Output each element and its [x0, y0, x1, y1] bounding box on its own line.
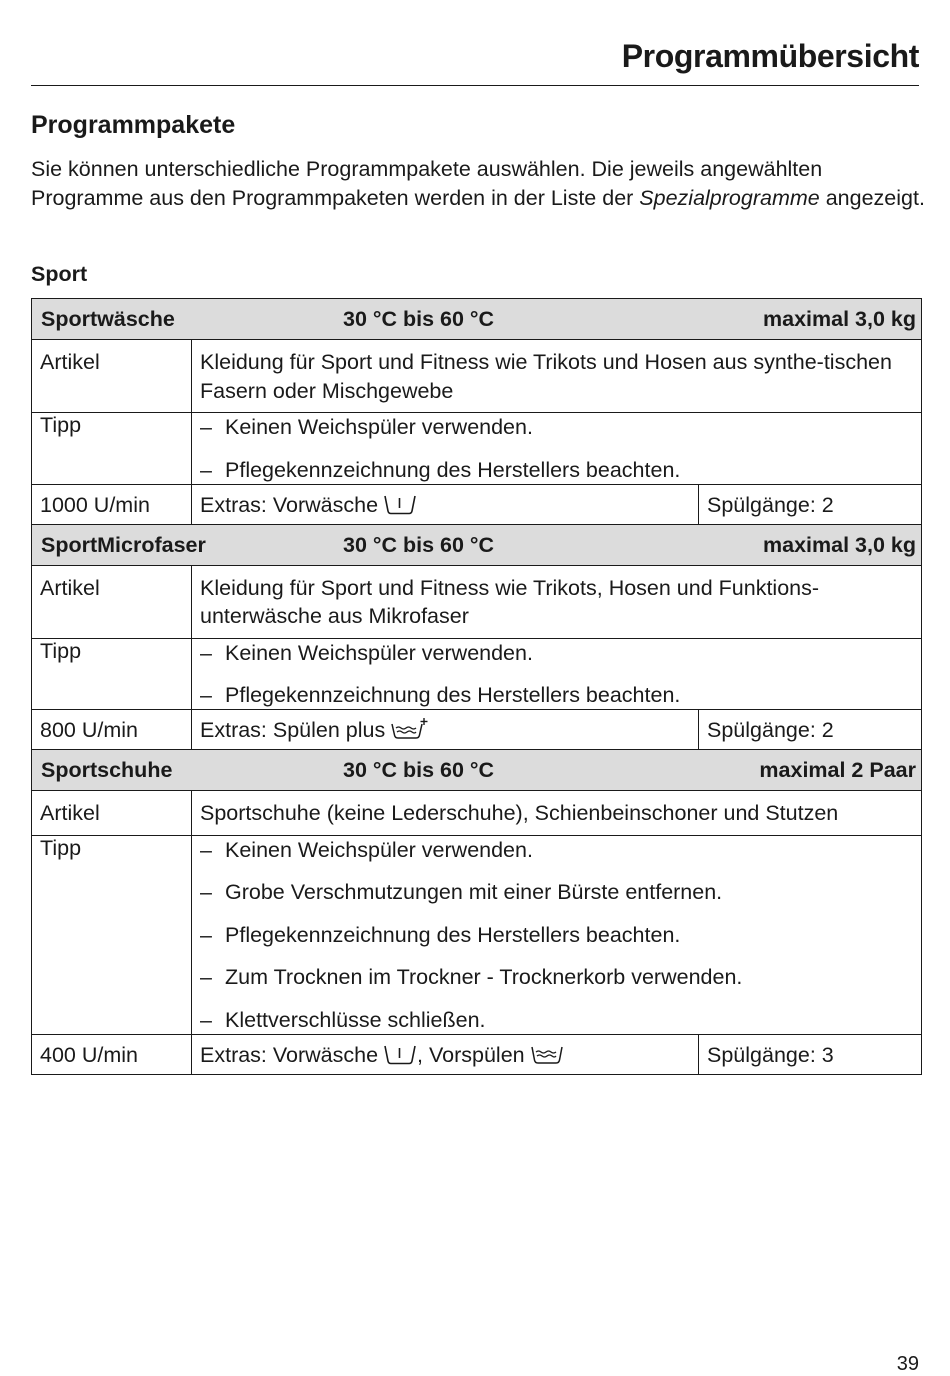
- tip-text: Keinen Weichspüler verwenden.: [225, 640, 533, 665]
- tip-item: [200, 878, 913, 906]
- subsection-title: Sport: [31, 262, 88, 286]
- extras-separator: ,: [417, 1042, 429, 1067]
- article-row: [32, 565, 922, 638]
- dash: –: [200, 640, 212, 665]
- tip-item: [200, 963, 913, 991]
- tip-row: [32, 413, 922, 485]
- article-row: [32, 340, 922, 413]
- tip-label: Tipp: [32, 835, 192, 1034]
- tip-text: Pflegekennzeichnung des Herstellers beachten.: [225, 922, 681, 947]
- intro-text-start: Sie können unterschiedliche Programmpakete auswählen. Die jeweils angewählten Programme aus den Programmpaketen werden in der Liste der: [31, 157, 823, 210]
- dash: –: [200, 415, 212, 439]
- tip-row: [32, 638, 922, 710]
- dash: –: [200, 880, 212, 904]
- program-header-cell: [32, 750, 922, 791]
- tip-text: Grobe Verschmutzungen mit einer Bürste entfernen.: [225, 880, 723, 904]
- page-header: [31, 36, 919, 86]
- article-text: Kleidung für Sport und Fitness wie Trikots, Hosen und Funktions-unterwäsche aus Mikrofaser: [192, 565, 922, 638]
- prewash-icon: [383, 495, 417, 521]
- tip-item: [200, 921, 913, 949]
- tip-list: [192, 413, 922, 485]
- spin-extras-row: [32, 484, 922, 524]
- tip-text: Keinen Weichspüler verwenden.: [225, 415, 533, 439]
- dash: –: [200, 965, 212, 989]
- tip-label: Tipp: [32, 638, 192, 710]
- program-name: Sportwäsche: [41, 307, 175, 331]
- program-table: [31, 298, 922, 1075]
- program-header-row: [32, 524, 922, 565]
- tip-list: [192, 638, 922, 710]
- spin-speed: 1000 U/min: [32, 484, 192, 524]
- pre-rinse-icon: [530, 1043, 566, 1071]
- article-row: [32, 791, 922, 836]
- page-number: 39: [896, 1353, 919, 1375]
- extras-text: Extras: Vorwäsche: [200, 492, 379, 517]
- program-header-cell: [32, 299, 922, 340]
- dash: –: [200, 457, 212, 482]
- program-temperature: 30 °C bis 60 °C: [343, 758, 495, 782]
- rinse-count: Spülgänge: 2: [699, 710, 922, 750]
- dash: –: [200, 837, 212, 862]
- extras-cell: [192, 1034, 699, 1074]
- dash: –: [200, 1007, 212, 1032]
- section-title: Programmpakete: [31, 111, 236, 139]
- article-label: Artikel: [32, 340, 192, 413]
- program-header-row: [32, 750, 922, 791]
- tip-text: Zum Trocknen im Trockner - Trocknerkorb verwenden.: [225, 965, 743, 989]
- article-text: Kleidung für Sport und Fitness wie Trikots und Hosen aus synthe-tischen Fasern oder Mischgewebe: [192, 340, 922, 413]
- tip-text: Keinen Weichspüler verwenden.: [225, 837, 533, 862]
- spin-extras-row: [32, 1034, 922, 1074]
- tip-item: [200, 1006, 913, 1034]
- intro-text-italic: Spezialprogramme: [639, 185, 820, 210]
- rinse-count: Spülgänge: 3: [699, 1034, 922, 1074]
- spin-speed: 800 U/min: [32, 710, 192, 750]
- program-name: Sportschuhe: [41, 758, 173, 782]
- program-header-cell: [32, 524, 922, 565]
- program-header-row: [32, 299, 922, 340]
- extras-text: Extras: Vorwäsche: [200, 1042, 379, 1067]
- intro-text-end: angezeigt.: [819, 185, 925, 210]
- spin-extras-row: [32, 710, 922, 750]
- tip-item: [200, 639, 913, 667]
- program-temperature: 30 °C bis 60 °C: [343, 307, 495, 331]
- tip-item: [200, 681, 913, 709]
- spin-speed: 400 U/min: [32, 1034, 192, 1074]
- tip-item: [200, 836, 913, 864]
- program-max-load: maximal 3,0 kg: [763, 532, 916, 557]
- extras-cell: [192, 710, 699, 750]
- tip-text: Pflegekennzeichnung des Herstellers beachten.: [225, 457, 681, 482]
- program-max-load: maximal 3,0 kg: [763, 307, 916, 331]
- rinse-count: Spülgänge: 2: [699, 484, 922, 524]
- dash: –: [200, 922, 212, 947]
- tip-text: Pflegekennzeichnung des Herstellers beachten.: [225, 683, 681, 707]
- prewash-icon: [383, 1045, 417, 1071]
- program-temperature: 30 °C bis 60 °C: [343, 532, 495, 557]
- article-text: Sportschuhe (keine Lederschuhe), Schienbeinschoner und Stutzen: [192, 791, 922, 836]
- tip-item: [200, 456, 913, 484]
- tip-list: [192, 835, 922, 1034]
- program-name: SportMicrofaser: [41, 532, 206, 557]
- tip-text: Klettverschlüsse schließen.: [225, 1007, 486, 1032]
- rinse-plus-icon: [390, 718, 428, 746]
- extras-cell: [192, 484, 699, 524]
- intro-paragraph: [31, 155, 926, 212]
- dash: –: [200, 683, 212, 707]
- article-label: Artikel: [32, 565, 192, 638]
- tip-label: Tipp: [32, 413, 192, 485]
- page-title: Programmübersicht: [621, 38, 919, 74]
- article-label: Artikel: [32, 791, 192, 836]
- tip-item: [200, 413, 913, 441]
- program-max-load: maximal 2 Paar: [759, 758, 916, 782]
- extras-text-2: Vorspülen: [429, 1042, 525, 1067]
- tip-row: [32, 835, 922, 1034]
- extras-text: Extras: Spülen plus: [200, 718, 386, 742]
